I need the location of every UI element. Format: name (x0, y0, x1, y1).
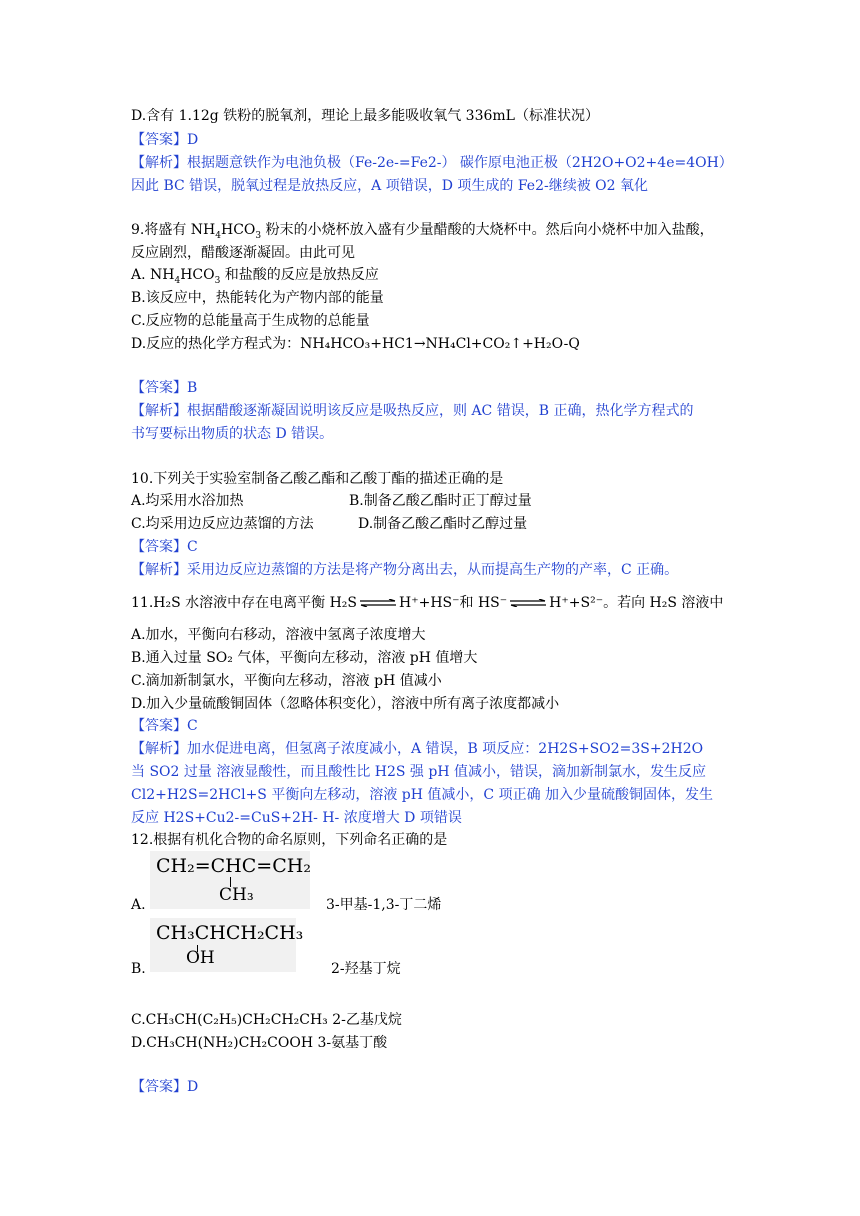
q11-stem-part: H⁺+S²⁻。若向 H₂S 溶液中 (549, 595, 724, 611)
q9-stem-line2: 反应剧烈，醋酸逐渐凝固。由此可见 (131, 245, 355, 261)
q8-analysis-line1: 【解析】根据题意铁作为电池负极（Fe-2e-=Fe2-） 碳作原电池正极（2H2O+O2+4e=4OH） (131, 155, 733, 171)
q12-option-d: D.CH₃CH(NH₂)CH₂COOH 3-氨基丁酸 (131, 1035, 388, 1051)
q9-option-a-part: A. NH (131, 267, 175, 283)
q10-answer: 【答案】C (131, 539, 198, 555)
q11-option-d: D.加入少量硫酸铜固体（忽略体积变化），溶液中所有离子浓度都减小 (131, 696, 560, 712)
q9-option-c: C.反应物的总能量高于生成物的总能量 (131, 313, 370, 329)
q9-stem-line1: 9.将盛有 $NH_4HCO_3$ 粉末的小烧杯放入盛有少量醋酸的大烧杯中。然后向小烧杯中加入盐酸， (131, 222, 714, 241)
q9-option-a-part: 和盐酸的反应是放热反应 (220, 267, 379, 283)
struct-branch: OH (186, 948, 215, 968)
q8-option-d: D.含有 1.12g 铁粉的脱氧剂，理论上最多能吸收氧气 336mL（标准状况） (131, 108, 599, 124)
q8-analysis-line2: 因此 BC 错误，脱氧过程是放热反应，A 项错误，D 项生成的 Fe2-继续被 O2 氧化 (131, 178, 649, 194)
q12-option-b-structure (150, 918, 304, 972)
q9-analysis-line1: 【解析】根据醋酸逐渐凝固说明该反应是吸热反应，则 AC 错误，B 正确，热化学方程式的 (131, 403, 694, 419)
equilibrium-arrow-icon (509, 599, 547, 607)
q11-option-a: A.加水，平衡向右移动，溶液中氢离子浓度增大 (131, 627, 426, 643)
q11-answer: 【答案】C (131, 718, 198, 734)
struct-main-chain: CH₂=CHC=CH₂ (156, 855, 311, 877)
q9-option-b: B.该反应中，热能转化为产物内部的能量 (131, 290, 384, 306)
q8-answer: 【答案】D (131, 132, 199, 148)
q9-answer: 【答案】B (131, 380, 198, 396)
q9-stem-part: 粉末的小烧杯放入盛有少量醋酸的大烧杯中。然后向小烧杯中加入盐酸， (261, 222, 714, 238)
q12-option-a-label: A. (131, 897, 146, 913)
q9-option-a-part: HCO (180, 267, 215, 283)
q10-option-c: C.均采用边反应边蒸馏的方法 (131, 516, 314, 532)
q12-answer: 【答案】D (131, 1079, 199, 1095)
q11-analysis-line4: 反应 H2S+Cu2-=CuS+2H- H- 浓度增大 D 项错误 (131, 810, 462, 826)
struct-main-chain: CH₃CHCH₂CH₃ (156, 922, 304, 944)
q12-option-a-name: 3-甲基-1,3-丁二烯 (326, 897, 442, 913)
q10-analysis: 【解析】采用边反应边蒸馏的方法是将产物分离出去，从而提高生产物的产率，C 正确。 (131, 562, 679, 578)
q11-analysis-line3: Cl2+H2S=2HCl+S 平衡向左移动，溶液 pH 值减小，C 项正确 加入少量硫酸铜固体，发生 (131, 787, 714, 803)
q9-option-a: A. $NH_4HCO_3$ 和盐酸的反应是放热反应 (131, 267, 379, 286)
q9-option-d: D.反应的热化学方程式为：NH₄HCO₃+HC1→NH₄Cl+CO₂↑+H₂O-Q (131, 336, 580, 352)
q12-stem: 12.根据有机化合物的命名原则，下列命名正确的是 (131, 832, 448, 848)
q9-stem-part: HCO (221, 222, 256, 238)
q9-analysis-line2: 书写要标出物质的状态 D 错误。 (131, 426, 334, 442)
struct-branch: CH₃ (219, 885, 254, 905)
q12-option-b-name: 2-羟基丁烷 (331, 961, 401, 977)
q9-stem-part: 9.将盛有 NH (131, 222, 216, 238)
q12-option-b-label: B. (131, 961, 146, 977)
q12-option-a-structure (150, 851, 310, 909)
q10-option-d: D.制备乙酸乙酯时乙醇过量 (358, 516, 528, 532)
equilibrium-arrow-icon (359, 599, 397, 607)
q10-option-b: B.制备乙酸乙酯时正丁醇过量 (349, 493, 532, 509)
q11-stem-part: H⁺+HS⁻和 HS⁻ (399, 595, 508, 611)
q10-option-a: A.均采用水浴加热 (131, 493, 244, 509)
q10-stem: 10.下列关于实验室制备乙酸乙酯和乙酸丁酯的描述正确的是 (131, 471, 504, 487)
q12-option-c: C.CH₃CH(C₂H₅)CH₂CH₂CH₃ 2-乙基戊烷 (131, 1012, 402, 1028)
q11-analysis-line1: 【解析】加水促进电离，但氢离子浓度减小，A 错误，B 项反应：2H2S+SO2=3S+2H2O (131, 741, 704, 757)
q11-stem (131, 594, 723, 612)
q11-option-c: C.滴加新制氯水，平衡向左移动，溶液 pH 值减小 (131, 673, 442, 689)
q11-analysis-line2: 当 SO2 过量 溶液显酸性，而且酸性比 H2S 强 pH 值减小，错误，滴加新制氯水，发生反应 (131, 764, 707, 780)
q11-option-b: B.通入过量 SO₂ 气体，平衡向左移动，溶液 pH 值增大 (131, 650, 478, 666)
q11-stem-part: 11.H₂S 水溶液中存在电离平衡 H₂S (131, 595, 357, 611)
